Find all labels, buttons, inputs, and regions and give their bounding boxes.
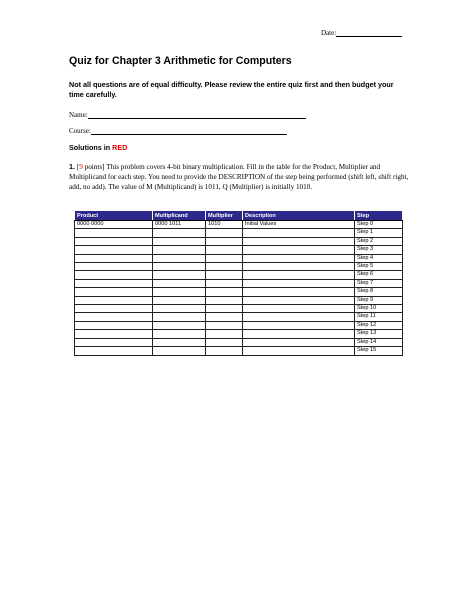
problem-number: 1. (69, 162, 75, 171)
date-field (321, 28, 402, 37)
table-row (75, 263, 403, 271)
solutions-highlight: RED (112, 143, 128, 152)
cell-multiplier[interactable] (206, 263, 243, 271)
intro-text: Not all questions are of equal difficulty. Please review the entire quiz first and then budget your time carefully. (69, 80, 394, 99)
cell-step: Step 6 (355, 271, 403, 279)
table-body (75, 221, 403, 356)
table-row (75, 254, 403, 262)
cell-step: Step 7 (355, 279, 403, 287)
table-row (75, 271, 403, 279)
cell-description[interactable] (243, 229, 355, 237)
cell-product[interactable] (75, 229, 153, 237)
solutions-note (69, 143, 127, 152)
cell-product[interactable] (75, 263, 153, 271)
cell-step: Step 12 (355, 321, 403, 329)
cell-multiplicand[interactable] (153, 229, 206, 237)
points-open: [ (76, 163, 80, 171)
cell-multiplicand[interactable] (153, 279, 206, 287)
course-label: Course: (69, 127, 91, 135)
cell-description[interactable] (243, 338, 355, 346)
cell-multiplicand[interactable] (153, 338, 206, 346)
cell-multiplicand[interactable] (153, 263, 206, 271)
page-title: Quiz for Chapter 3 Arithmetic for Computers (69, 55, 292, 67)
points-value: 9 (79, 163, 83, 171)
cell-description[interactable] (243, 271, 355, 279)
cell-description[interactable] (243, 347, 355, 355)
cell-multiplier[interactable] (206, 271, 243, 279)
table-row (75, 313, 403, 321)
cell-description[interactable] (243, 321, 355, 329)
cell-product[interactable] (75, 330, 153, 338)
cell-product[interactable] (75, 296, 153, 304)
name-blank[interactable] (88, 110, 306, 119)
cell-description[interactable] (243, 313, 355, 321)
cell-step: Step 0 (355, 221, 403, 229)
table-row (75, 288, 403, 296)
cell-multiplier[interactable] (206, 321, 243, 329)
date-label: Date: (321, 29, 337, 37)
cell-multiplicand[interactable] (153, 237, 206, 245)
cell-multiplier[interactable] (206, 305, 243, 313)
table-row (75, 321, 403, 329)
name-label: Name: (69, 111, 88, 119)
cell-description[interactable] (243, 296, 355, 304)
cell-description[interactable] (243, 237, 355, 245)
table-row (75, 221, 403, 229)
header-product: Product (75, 211, 153, 221)
problem-text: This problem covers 4-bit binary multiplication. Fill in the table for the Product, Multiplier and Multiplicand for each step. You need to provide the DESCRIPTION of the step being performed (shift left, shift right, add, no add). The value of M (Multiplicand) is 1011, Q (Multiplier) is initially 1010. (69, 163, 409, 191)
cell-step: Step 4 (355, 254, 403, 262)
cell-multiplier[interactable] (206, 296, 243, 304)
table-row (75, 330, 403, 338)
cell-step: Step 3 (355, 246, 403, 254)
table-row (75, 296, 403, 304)
cell-product[interactable] (75, 338, 153, 346)
name-field (69, 110, 306, 119)
table-row (75, 229, 403, 237)
points-close: points] (82, 163, 107, 171)
cell-multiplier[interactable]: 1010 (206, 221, 243, 229)
cell-product[interactable] (75, 288, 153, 296)
cell-multiplier[interactable] (206, 313, 243, 321)
cell-description[interactable] (243, 254, 355, 262)
course-blank[interactable] (91, 126, 287, 135)
cell-multiplicand[interactable] (153, 254, 206, 262)
cell-description[interactable] (243, 246, 355, 254)
cell-description[interactable] (243, 279, 355, 287)
header-description: Description (243, 211, 355, 221)
cell-multiplicand[interactable] (153, 296, 206, 304)
cell-multiplicand[interactable]: 0000 1011 (153, 221, 206, 229)
table-row (75, 305, 403, 313)
cell-step: Step 5 (355, 263, 403, 271)
table-row (75, 347, 403, 355)
cell-multiplicand[interactable] (153, 305, 206, 313)
cell-multiplicand[interactable] (153, 347, 206, 355)
table-header-row (75, 211, 403, 221)
cell-product[interactable] (75, 321, 153, 329)
table-row (75, 246, 403, 254)
cell-multiplier[interactable] (206, 229, 243, 237)
cell-step: Step 11 (355, 313, 403, 321)
cell-multiplicand[interactable] (153, 246, 206, 254)
cell-description[interactable]: Initial Values (243, 221, 355, 229)
cell-description[interactable] (243, 288, 355, 296)
cell-step: Step 13 (355, 330, 403, 338)
cell-step: Step 1 (355, 229, 403, 237)
cell-multiplicand[interactable] (153, 271, 206, 279)
cell-multiplier[interactable] (206, 279, 243, 287)
cell-product[interactable] (75, 237, 153, 245)
cell-multiplier[interactable] (206, 254, 243, 262)
cell-product[interactable]: 0000 0000 (75, 221, 153, 229)
cell-multiplier[interactable] (206, 338, 243, 346)
cell-step: Step 9 (355, 296, 403, 304)
problem-1 (69, 162, 409, 192)
cell-product[interactable] (75, 254, 153, 262)
cell-product[interactable] (75, 246, 153, 254)
header-step: Step (355, 211, 403, 221)
cell-multiplier[interactable] (206, 330, 243, 338)
cell-product[interactable] (75, 305, 153, 313)
cell-description[interactable] (243, 330, 355, 338)
solutions-prefix: Solutions in (69, 143, 113, 152)
header-multiplier: Multiplier (206, 211, 243, 221)
cell-step: Step 10 (355, 305, 403, 313)
multiplication-table (74, 210, 403, 356)
cell-product[interactable] (75, 271, 153, 279)
cell-step: Step 2 (355, 237, 403, 245)
cell-description[interactable] (243, 305, 355, 313)
table-row (75, 237, 403, 245)
cell-product[interactable] (75, 347, 153, 355)
table-row (75, 279, 403, 287)
cell-description[interactable] (243, 263, 355, 271)
cell-step: Step 14 (355, 338, 403, 346)
cell-step: Step 15 (355, 347, 403, 355)
cell-multiplicand[interactable] (153, 313, 206, 321)
cell-step: Step 8 (355, 288, 403, 296)
cell-multiplier[interactable] (206, 288, 243, 296)
course-field (69, 126, 287, 135)
cell-multiplier[interactable] (206, 347, 243, 355)
table-row (75, 338, 403, 346)
cell-multiplicand[interactable] (153, 330, 206, 338)
header-multiplicand: Multiplicand (153, 211, 206, 221)
cell-multiplier[interactable] (206, 237, 243, 245)
cell-multiplicand[interactable] (153, 321, 206, 329)
cell-product[interactable] (75, 279, 153, 287)
date-blank[interactable] (336, 28, 402, 37)
cell-product[interactable] (75, 313, 153, 321)
cell-multiplier[interactable] (206, 246, 243, 254)
cell-multiplicand[interactable] (153, 288, 206, 296)
